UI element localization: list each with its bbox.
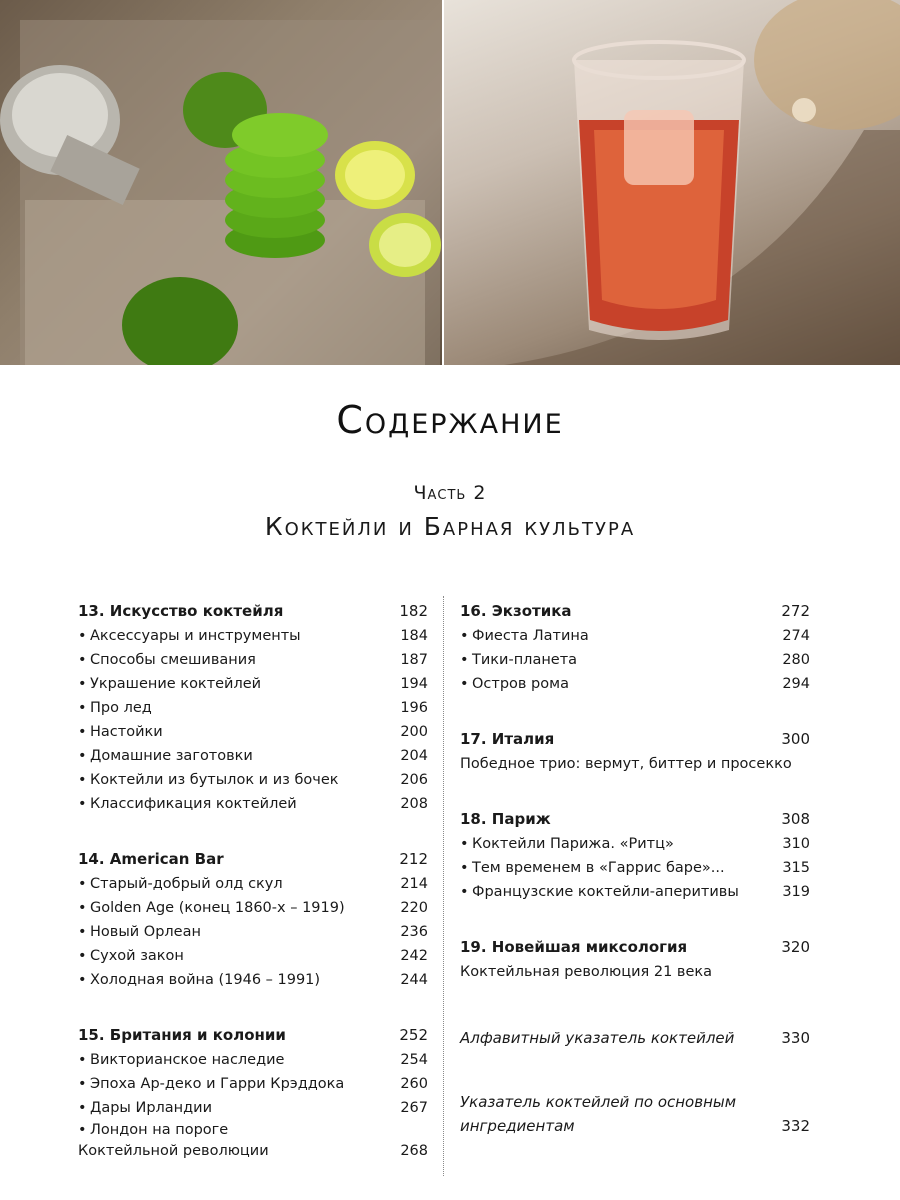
page-number: 252 xyxy=(399,1026,428,1044)
item-label: • Новый Орлеан xyxy=(78,920,400,944)
toc-item[interactable] xyxy=(460,648,810,672)
toc-index-ingredients[interactable] xyxy=(460,1090,810,1138)
page-number: 272 xyxy=(781,602,810,620)
chapter-title: 16. Экзотика xyxy=(460,602,572,620)
page-number: 260 xyxy=(400,1076,428,1092)
chapter-title: 13. Искусство коктейля xyxy=(78,602,284,620)
page-number: 244 xyxy=(400,972,428,988)
item-label: • Способы смешивания xyxy=(78,648,400,672)
chapter-title: 15. Британия и колонии xyxy=(78,1026,286,1044)
item-label: • Старый-добрый олд скул xyxy=(78,872,400,896)
toc-item[interactable] xyxy=(78,920,428,944)
toc-chapter[interactable] xyxy=(78,1022,428,1048)
subtitle-text: Коктейльная революция 21 века xyxy=(460,964,713,980)
page-number: 200 xyxy=(400,724,428,740)
column-divider xyxy=(443,596,444,1176)
page-number: 268 xyxy=(400,1143,428,1159)
spacer xyxy=(460,984,810,1026)
toc-item[interactable] xyxy=(460,832,810,856)
chapter-title: 18. Париж xyxy=(460,810,551,828)
item-label: • Тики-планета xyxy=(460,648,782,672)
page-number: 212 xyxy=(399,850,428,868)
index-label: Указатель коктейлей по основным ингредиентам xyxy=(460,1093,737,1135)
toc-item[interactable] xyxy=(78,768,428,792)
page-number: 254 xyxy=(400,1052,428,1068)
part-label: Часть 2 xyxy=(413,482,487,504)
item-label: • Тем временем в «Гаррис баре»... xyxy=(460,856,782,880)
toc-index-alphabetical[interactable] xyxy=(460,1026,810,1050)
toc-item[interactable] xyxy=(460,624,810,648)
item-label: • Дары Ирландии xyxy=(78,1096,400,1120)
page-number: 320 xyxy=(781,938,810,956)
page-title: Содержание xyxy=(336,398,564,442)
toc-item[interactable] xyxy=(78,672,428,696)
item-label: • Сухой закон xyxy=(78,944,400,968)
page-number: 274 xyxy=(782,628,810,644)
photo-negroni-cocktail xyxy=(444,0,900,365)
toc-left-column xyxy=(78,598,428,1162)
page-number: 242 xyxy=(400,948,428,964)
page-number: 236 xyxy=(400,924,428,940)
page-number: 194 xyxy=(400,676,428,692)
item-label: • Аксессуары и инструменты xyxy=(78,624,400,648)
spacer xyxy=(460,904,810,934)
photo-limes-and-squeezer xyxy=(0,0,442,365)
toc-item[interactable] xyxy=(78,896,428,920)
toc-item[interactable] xyxy=(460,856,810,880)
item-label: • Фиеста Латина xyxy=(460,624,782,648)
toc-item[interactable] xyxy=(78,1048,428,1072)
spacer xyxy=(78,992,428,1022)
toc-item[interactable] xyxy=(78,1120,428,1162)
toc-item[interactable] xyxy=(78,1096,428,1120)
spacer xyxy=(78,816,428,846)
page-number: 206 xyxy=(400,772,428,788)
toc-item[interactable] xyxy=(78,968,428,992)
page-number: 214 xyxy=(400,876,428,892)
chapter-subtitle xyxy=(460,752,810,776)
spacer xyxy=(460,696,810,726)
page-number: 332 xyxy=(781,1117,810,1135)
item-label: • Французские коктейли-аперитивы xyxy=(460,880,782,904)
chapter-title: 19. Новейшая миксология xyxy=(460,938,688,956)
toc-item[interactable] xyxy=(78,696,428,720)
page-number: 300 xyxy=(781,730,810,748)
item-label: • Домашние заготовки xyxy=(78,744,400,768)
page-number: 187 xyxy=(400,652,428,668)
index-label: Алфавитный указатель коктейлей xyxy=(460,1029,735,1047)
page-number: 196 xyxy=(400,700,428,716)
item-label: • Украшение коктейлей xyxy=(78,672,400,696)
item-label: • Остров рома xyxy=(460,672,782,696)
part-title: Коктейли и Барная культура xyxy=(264,512,636,541)
toc-item[interactable] xyxy=(78,872,428,896)
item-label: • Настойки xyxy=(78,720,400,744)
item-label: • Golden Age (конец 1860-х – 1919) xyxy=(78,896,400,920)
toc-item[interactable] xyxy=(78,744,428,768)
toc-item[interactable] xyxy=(78,720,428,744)
page-number: 330 xyxy=(781,1029,810,1047)
item-label: • Классификация коктейлей xyxy=(78,792,400,816)
item-label: • Коктейли из бутылок и из бочек xyxy=(78,768,400,792)
page-number: 182 xyxy=(399,602,428,620)
page-number: 220 xyxy=(400,900,428,916)
toc-item[interactable] xyxy=(78,792,428,816)
item-label: • Викторианское наследие xyxy=(78,1048,400,1072)
chapter-title: 14. American Bar xyxy=(78,850,224,868)
spacer xyxy=(460,776,810,806)
toc-item[interactable] xyxy=(78,624,428,648)
spacer xyxy=(460,1050,810,1090)
subtitle-text: Победное трио: вермут, биттер и просекко xyxy=(460,756,792,772)
toc-item[interactable] xyxy=(78,1072,428,1096)
chapter-subtitle xyxy=(460,960,810,984)
page-number: 315 xyxy=(782,860,810,876)
toc-item[interactable] xyxy=(78,648,428,672)
toc-chapter[interactable] xyxy=(460,934,810,960)
toc-item[interactable] xyxy=(78,944,428,968)
item-label: • Лондон на пороге Коктейльной революции xyxy=(78,1120,400,1162)
page-number: 204 xyxy=(400,748,428,764)
page-number: 308 xyxy=(781,810,810,828)
toc-item[interactable] xyxy=(460,880,810,904)
toc-chapter[interactable] xyxy=(78,598,428,624)
page-number: 208 xyxy=(400,796,428,812)
toc-chapter[interactable] xyxy=(78,846,428,872)
toc-chapter[interactable] xyxy=(460,598,810,624)
page-number: 267 xyxy=(400,1100,428,1116)
page-number: 280 xyxy=(782,652,810,668)
toc-chapter[interactable] xyxy=(460,806,810,832)
chapter-title: 17. Италия xyxy=(460,730,555,748)
item-label: • Коктейли Парижа. «Ритц» xyxy=(460,832,782,856)
page-number: 184 xyxy=(400,628,428,644)
item-label: • Эпоха Ар-деко и Гарри Крэддока xyxy=(78,1072,400,1096)
page-number: 294 xyxy=(782,676,810,692)
toc-chapter[interactable] xyxy=(460,726,810,752)
item-label: • Холодная война (1946 – 1991) xyxy=(78,968,400,992)
item-label: • Про лед xyxy=(78,696,400,720)
toc-right-column xyxy=(460,598,810,1138)
page-number: 310 xyxy=(782,836,810,852)
toc-item[interactable] xyxy=(460,672,810,696)
page-number: 319 xyxy=(782,884,810,900)
